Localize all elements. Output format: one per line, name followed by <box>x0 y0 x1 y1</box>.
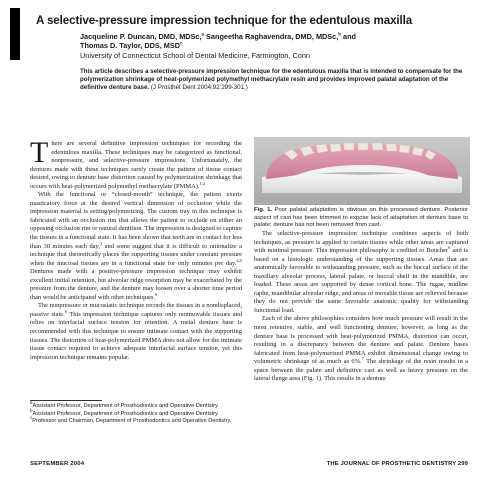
functional-text-a: With the functional or “closed-mouth” technique, the patient exerts masticatory force at the desired vertical dimension of occlusion while the impression material is setting/polymerizing. The custom tray in this technique is fabricated with an occlusion rim that allows the patient to occlude on either an opposing occlusion rim or natural dentition. The impression is designed to capture the tissues in a functional state. It has been shown that teeth are in contact for less than 30 minutes each day, <box>30 191 242 250</box>
ref-mark: 3 <box>99 240 103 246</box>
figure-1-caption <box>254 207 468 230</box>
author-2: Sangeetha Raghavendra, DMD, MDSc, <box>204 32 339 41</box>
ref-mark: 6 <box>448 244 451 250</box>
nonpressure-paragraph <box>30 302 242 362</box>
footnote-a <box>30 400 242 411</box>
right-column <box>254 230 468 384</box>
philosophies-text-a: Each of the above philosophies considers how much pressure will result in the most retentive, stable, and well functioning denture; however, as long as the denture base is processed with heat-polymerized PMMA, distortion can occur, resulting in a discrepancy between the denture and palate. Denture bases fabricated from heat-polymerized PMMA exhibit dimensional change owing to volumetric shrinkage of as much as 6%. <box>254 315 468 366</box>
footnote-rule <box>30 400 102 401</box>
affiliation: University of Connecticut School of Dental Medicine, Farmington, Conn <box>80 51 310 60</box>
footer-date: SEPTEMBER 2004 <box>30 461 85 467</box>
left-column <box>30 136 242 362</box>
nonpressure-text-a: The nonpressure or mucostatic technique records the tissues in a nondisplaced, passive state. <box>30 302 242 318</box>
caption-text: Poor palatal adaptation is obvious on this processed denture. Posterior aspect of cast has been trimmed to expose lack of adaptation of denture base to palate; denture has not been removed from cast. <box>254 207 468 229</box>
citation: (J Prosthet Dent 2004;92:299-301.) <box>149 84 248 92</box>
footnote-text: Assistant Professor, Department of Prosthodontics and Operative Dentistry. <box>32 403 219 409</box>
ref-mark: 4,5 <box>236 257 242 263</box>
intro-text: here are several definitive impression techniques for recording the edentulous maxilla. These techniques may be categorized as functional, nonpressure, and selective-pressure impressions. Unfortunately, the dentures made with these techniques rarely create the pattern of tissue contact desired, owing to denture base distortion caused by polymerization shrinkage that occurs with heat-polymerized polymethyl methacrylate (PMMA). <box>30 140 242 190</box>
footnote-mark: a <box>30 400 33 406</box>
ref-mark: 1,2 <box>199 180 206 186</box>
author-2-mark: b <box>338 31 341 37</box>
selective-text-a: The selective-pressure impression technique combines aspects of both techniques, as pressure is applied to certain tissues while other areas are captured with minimal pressure. This impression philosophy is credited to Boucher <box>254 230 468 255</box>
functional-text-b: and some suggest that it is difficult to rationalize a technique that theoretically places the supporting tissues under constant pressure when the mucosal tissues are in a functional state for only minutes per day. <box>30 242 242 267</box>
footer-journal-page: THE JOURNAL OF PROSTHETIC DENTISTRY 299 <box>326 461 468 467</box>
author-1-mark: a <box>201 31 205 37</box>
footnote-c <box>30 415 242 426</box>
denture-on-cast-image <box>254 137 470 205</box>
footnote-mark: b <box>30 407 33 413</box>
cast-base <box>262 174 462 193</box>
functional-text-c: Dentures made with a positive-pressure impression technique may exhibit excellent initial retention, but alveolar ridge resorption may be exacerbated by the pressure from the denture, and the denture may loosen over a shorter time period than would be anticipated with other techniques. <box>30 268 242 301</box>
footnotes <box>30 400 242 426</box>
author-list <box>80 32 470 50</box>
author-3-mark: c <box>180 40 183 46</box>
section-tab <box>10 8 20 60</box>
philosophies-paragraph <box>254 315 468 383</box>
author-and: and <box>341 32 356 41</box>
abstract <box>80 68 472 93</box>
functional-paragraph <box>30 191 242 302</box>
intro-paragraph <box>30 136 242 191</box>
article-title: A selective-pressure impression technique for the edentulous maxilla <box>36 14 413 27</box>
author-1: Jacqueline P. Duncan, DMD, MDSc, <box>80 32 202 41</box>
figure-1-photo <box>254 137 470 205</box>
selective-text-b: and is based on a histologic understanding of the supporting tissues. Areas that are anatomically favorable to withstanding pressure, such as the buccal surface of the maxillary alveolar process, lateral palate, or buccal shelf in the mandible, are loaded. These areas are supported by dense cortical bone. The rugae, midline raphe, mandibular alveolar ridge, and areas of movable tissue are relieved because they do not provide the same favorable anatomic quality for withstanding functional load. <box>254 247 468 314</box>
footnote-text: Professor and Chairman, Department of Prosthodontics and Operative Dentistry. <box>32 418 232 425</box>
abstract-text: This article describes a selective-pressure impression technique for the edentulous maxilla that is intended to compensate for the polymerization shrinkage of heat-polymerized polymethyl methacrylate resin and provides improved palatal adaptation of the definitive denture base. <box>80 68 463 92</box>
footnote-mark: c <box>30 415 33 421</box>
author-3: Thomas D. Taylor, DDS, MSD <box>80 41 181 50</box>
caption-label: Fig. 1. <box>254 207 272 213</box>
drop-cap: T <box>30 136 49 169</box>
ref-mark: 6 <box>154 291 158 297</box>
selective-paragraph <box>254 230 468 315</box>
footnote-text: Assistant Professor, Department of Prosthodontics and Operative Dentistry. <box>32 410 219 417</box>
philosophies-text-b: The shrinkage of the resin results in a space between the palate and definitive cast as well as heavy pressure on the lateral flange area (Fig. 1). This results in a denture <box>254 358 468 383</box>
ref-mark: 7 <box>361 356 364 362</box>
ref-mark: 6 <box>64 308 68 314</box>
nonpressure-text-b: This impression technique captures only nonmovable tissues and relies on interfacial surface tension for retention. A metal denture base is recommended with this technique to ensure intimate contact with the supporting tissues. The distortion of heat-polymerized PMMA does not allow for the intimate tissue contact required to achieve adequate interfacial surface tension, yet this impression technique remains popular. <box>30 310 242 361</box>
